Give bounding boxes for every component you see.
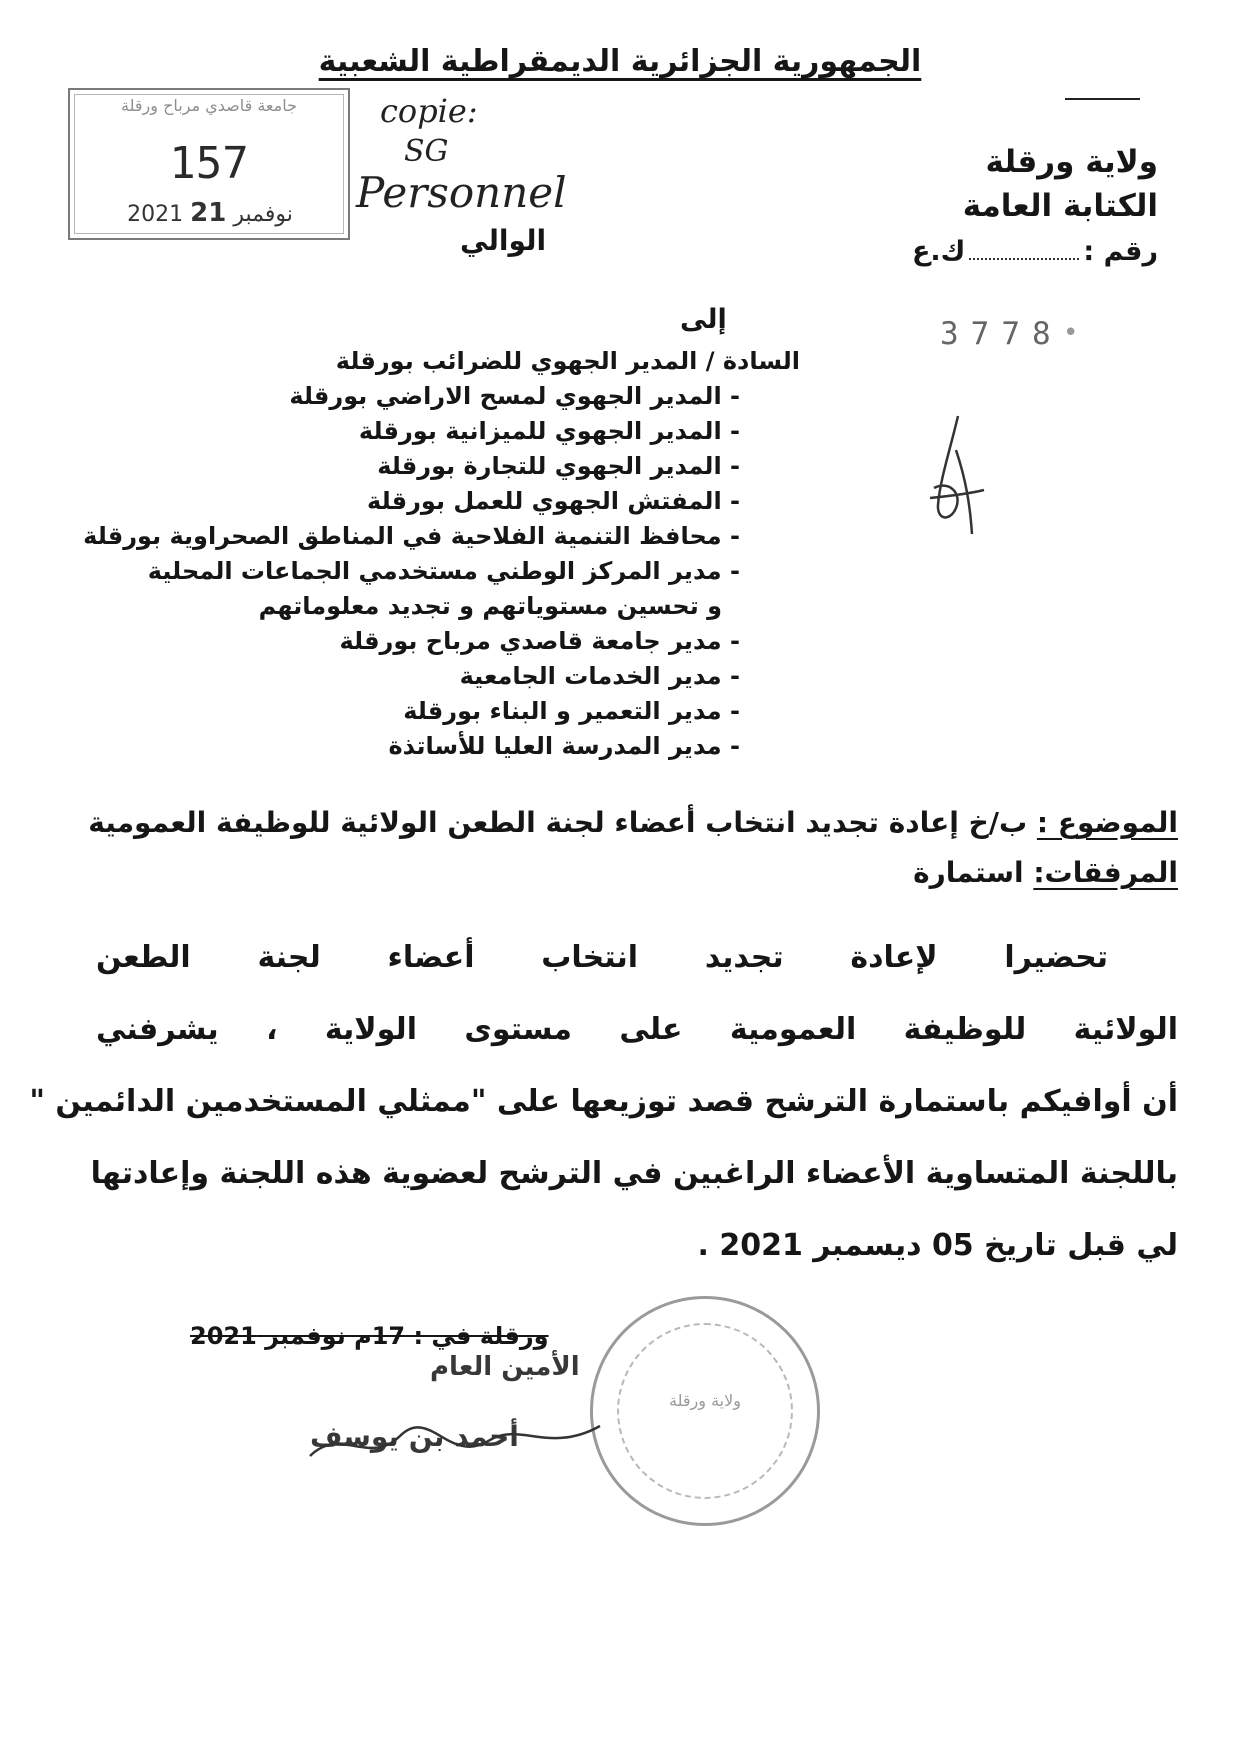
subject-label: الموضوع : [1036,806,1178,839]
sender-title: الوالي [460,224,547,257]
handwritten-copy-label: copie: [380,92,478,130]
body-line: الولائية للوظيفة العمومية على مستوى الولاية ، يشرفني [96,1012,1178,1047]
handwritten-copy-sg: SG [404,134,449,169]
stamp-year: 2021 [127,202,184,227]
stamp-day: 21 [190,198,227,228]
secretariat-name: الكتابة العامة [962,188,1158,224]
recipient-line: - مدير الخدمات الجامعية [459,662,740,690]
reference-suffix: ك.ع [911,236,966,267]
wilaya-name: ولاية ورقلة [985,144,1158,180]
recipients-list [83,344,800,764]
recipients-heading: إلى [680,304,727,335]
registration-mark: • [1063,318,1079,348]
body-line: لي قبل تاريخ 05 ديسمبر 2021 . [697,1228,1178,1263]
subject-text: ب/خ إعادة تجديد انتخاب أعضاء لجنة الطعن الولائية للوظيفة العمومية [88,806,1028,839]
reference-number [912,236,1158,267]
recipient-line: - المدير الجهوي لمسح الاراضي بورقلة [289,382,740,410]
body-line: أن أوافيكم باستمارة الترشح قصد توزيعها على "ممثلي المستخدمين الدائمين " [29,1084,1178,1119]
republic-title: الجمهورية الجزائرية الديمقراطية الشعبية [318,44,922,79]
recipient-line: - مدير التعمير و البناء بورقلة [403,697,740,725]
subject-line [88,806,1178,839]
registration-number: 3778 [940,316,1063,352]
recipient-line: - مدير المركز الوطني مستخدمي الجماعات المحلية [147,557,740,585]
seal-text: ولاية ورقلة [669,1391,741,1410]
handwritten-copy-personnel: Personnel [356,168,567,217]
header-divider [1065,98,1140,100]
signature-place-date: ورقلة في : 17م نوفمبر 2021 [190,1322,549,1350]
handwritten-signature [300,1396,630,1486]
recipient-line: - مدير جامعة قاصدي مرباح بورقلة [339,627,740,655]
body-line: تحضيرا لإعادة تجديد انتخاب أعضاء لجنة الطعن [96,940,1108,975]
recipient-line: - محافظ التنمية الفلاحية في المناطق الصحراوية بورقلة [83,522,740,550]
recipient-line: السادة / المدير الجهوي للضرائب بورقلة [335,347,800,375]
letter-body [29,922,1178,1282]
handwritten-initials [920,410,990,540]
recipient-line: و تحسين مستوياتهم و تجديد معلوماتهم [258,592,722,620]
recipient-line: - المدير الجهوي للتجارة بورقلة [377,452,740,480]
signatory-name: أحمد بن يوسف [310,1420,519,1453]
attachments-text: استمارة [913,856,1024,889]
signatory-title: الأمين العام [430,1352,580,1382]
received-stamp [68,88,350,240]
attachments-line [913,856,1178,889]
body-line: باللجنة المتساوية الأعضاء الراغبين في الترشح لعضوية هذه اللجنة وإعادتها [90,1156,1178,1191]
recipient-line: - المفتش الجهوي للعمل بورقلة [367,487,740,515]
reference-label: رقم : [1083,236,1158,267]
stamp-number: 157 [169,138,249,189]
stamp-month: نوفمبر [233,202,293,227]
recipients-intro: السادة / [705,347,800,375]
stamp-organization: جامعة قاصدي مرباح ورقلة [121,96,297,115]
recipient-line: - المدير الجهوي للميزانية بورقلة [358,417,740,445]
attachments-label: المرفقات: [1033,856,1178,889]
stamp-date [80,198,340,228]
recipient-line: - مدير المدرسة العليا للأساتذة [388,732,740,760]
